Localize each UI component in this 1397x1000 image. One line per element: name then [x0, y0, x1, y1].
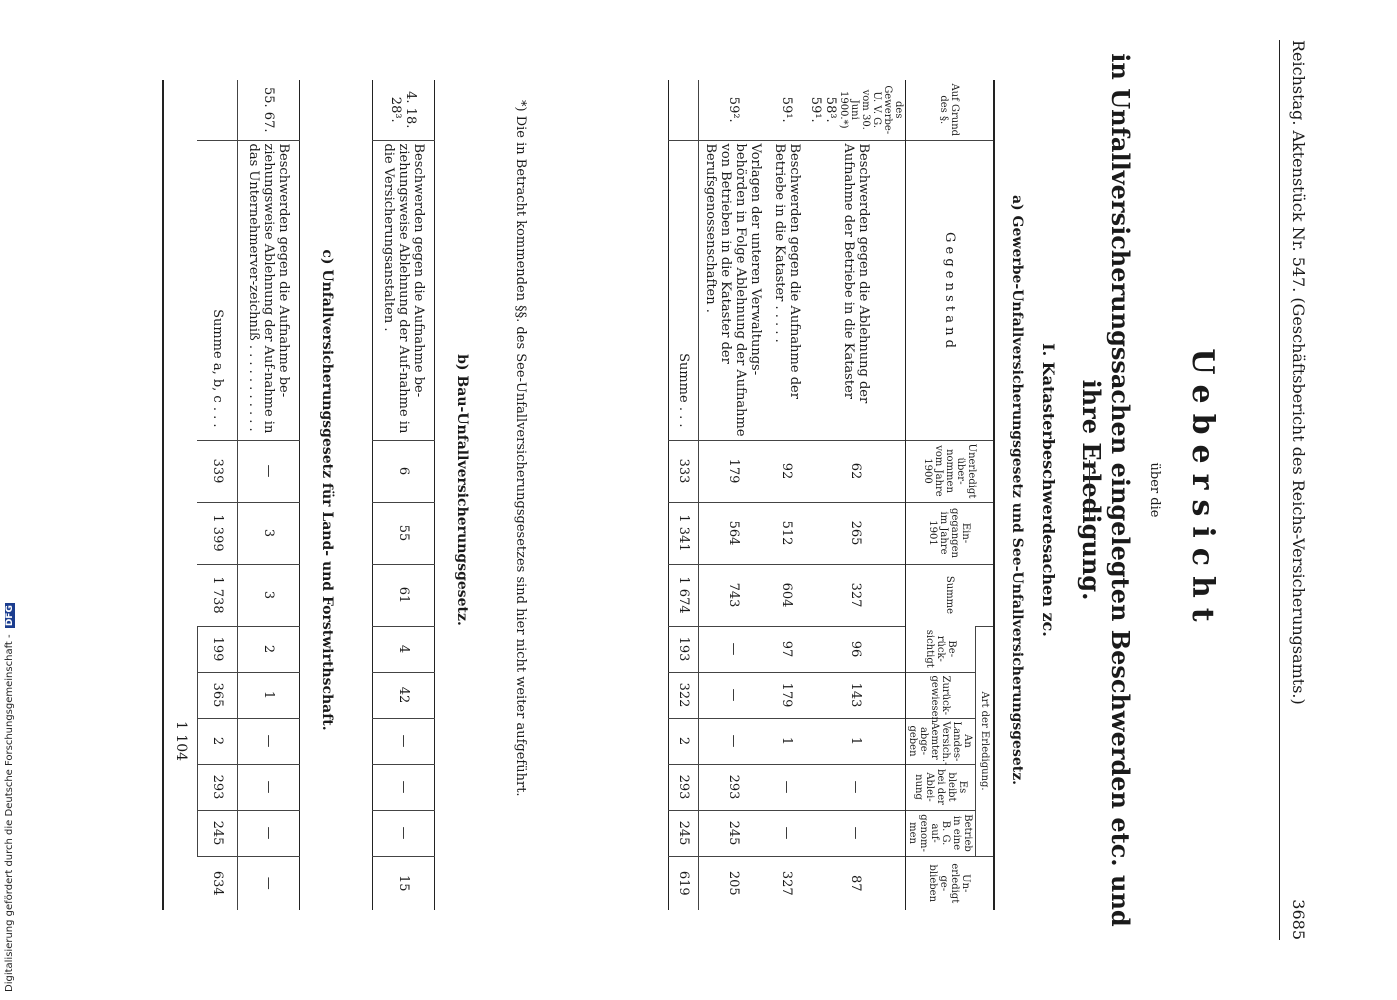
cell-abgegeben: 2 — [669, 718, 699, 764]
section-heading: I. Katasterbeschwerdesachen zc. — [1039, 343, 1058, 637]
subsection-b-heading: b) Bau-Unfallversicherungsgesetz. — [454, 354, 470, 626]
group-total-row — [164, 80, 198, 910]
row-text: Beschwerden gegen die Aufnahme der Betriebe in die Kataster . . . . . — [767, 140, 807, 440]
col-unerledigt: Unerledigt über-nommen vom Jahre 1900 — [906, 440, 995, 502]
cell-zurueckgewiesen: 143 — [807, 672, 906, 718]
table-row — [767, 80, 807, 910]
row-para: 59². — [725, 96, 741, 123]
col-auf-grund: Auf Grund des §. — [906, 80, 995, 140]
cell-unerledigt: 179 — [699, 440, 767, 502]
cell-aufgenommen: — — [373, 810, 435, 856]
row-text: Beschwerden gegen die Ablehnung der Aufnahme der Betriebe in die Kataster — [807, 140, 906, 440]
col-art-der-erledigung: Art der Erledigung. — [976, 626, 995, 856]
cell-summe: 61 — [373, 564, 435, 626]
row-text: Beschwerden gegen die Aufnahme be-ziehungsweise Ablehnung der Auf-nahme in die Versicherungsanstalten . — [373, 140, 435, 440]
cell-unerledigt: — — [238, 440, 300, 502]
dfg-logo: DFG — [5, 605, 15, 627]
cell-bleibt: — — [373, 764, 435, 810]
rotated-page — [10, 40, 1320, 940]
footnote: *) Die in Betracht kommenden §§. des See-Unfallversicherungsgesetzes sind hier nicht weiter aufgeführt. — [513, 100, 528, 797]
cell-eingegangen: 3 — [238, 502, 300, 564]
col-abgegeben: An Landes-Versich.-Aemter abge-geben — [906, 718, 976, 764]
cell-unerledigt: 62 — [807, 440, 906, 502]
cell-aufgenommen: — — [767, 810, 807, 856]
cell-summe: 327 — [807, 564, 906, 626]
subsection-c-heading: c) Unfallversicherungsgesetz für Land- und Forstwirthschaft. — [319, 249, 335, 731]
sum-label: Summe . . . — [669, 140, 699, 440]
table-row — [699, 80, 767, 910]
row-text: Beschwerden gegen die Aufnahme be-ziehungsweise Ablehnung der Auf-nahme in das Unternehmerver-zeichniß . . . . . . . . . . . — [238, 140, 300, 440]
cell-beruecksichtigt: 96 — [807, 626, 906, 672]
cell-zurueckgewiesen: 1 — [238, 672, 300, 718]
cell-beruecksichtigt: — — [699, 626, 767, 672]
col-eingegangen: Ein-gegangen im Jahre 1901 — [906, 502, 995, 564]
row-para: 59¹. — [779, 96, 795, 123]
cell-unerledigt-geblieben: 619 — [669, 856, 699, 910]
cell-eingegangen: 564 — [699, 502, 767, 564]
cell-aufgenommen: 245 — [669, 810, 699, 856]
col-unerledigt-geblieben: Un-erledigt ge-blieben — [906, 856, 995, 910]
cell-aufgenommen: — — [238, 810, 300, 856]
col-summe: Summe — [906, 564, 995, 626]
cell-bleibt: — — [767, 764, 807, 810]
cell-unerledigt-geblieben: 634 — [198, 856, 238, 910]
digitization-note: Digitalisierung gefördert durch die Deutsche Forschungsgemeinschaft - — [4, 634, 15, 992]
cell-beruecksichtigt: 97 — [767, 626, 807, 672]
cell-unerledigt-geblieben: 205 — [699, 856, 767, 910]
group-total: 1 104 — [164, 626, 198, 856]
page-number: 3685 — [1289, 899, 1308, 940]
cell-abgegeben: — — [373, 718, 435, 764]
table-b — [372, 80, 435, 910]
cell-bleibt: — — [238, 764, 300, 810]
cell-beruecksichtigt: 2 — [238, 626, 300, 672]
main-table — [669, 80, 996, 910]
row-para: 58³. 59¹. — [808, 96, 838, 123]
col-gegenstand: G e g e n s t a n d — [906, 140, 995, 440]
cell-zurueckgewiesen: 322 — [669, 672, 699, 718]
title-divider — [1089, 460, 1090, 520]
cell-unerledigt: 333 — [669, 440, 699, 502]
cell-bleibt: 293 — [699, 764, 767, 810]
col-bleibt: Es bleibt bei der Ablei-nung — [906, 764, 976, 810]
cell-unerledigt-geblieben: 327 — [767, 856, 807, 910]
title-sub: über die — [1147, 462, 1162, 518]
table-c — [163, 80, 301, 910]
col-aufgenommen: Betrieb in eine B. G. auf-genom-men — [906, 810, 976, 856]
cell-zurueckgewiesen: — — [699, 672, 767, 718]
gewerbe-note: des Gewerbe-U. V. G. vom 30. Juni 1900.*) — [838, 85, 904, 135]
cell-abgegeben: 1 — [807, 718, 906, 764]
cell-eingegangen: 1 399 — [198, 502, 238, 564]
cell-summe: 3 — [238, 564, 300, 626]
cell-bleibt: — — [807, 764, 906, 810]
cell-eingegangen: 265 — [807, 502, 906, 564]
title-line: in Unfallversicherungssachen eingelegten Beschwerden etc. und ihre Erledigung. — [1077, 53, 1135, 927]
cell-beruecksichtigt: 199 — [198, 626, 238, 672]
row-para: 55. 67. — [261, 87, 276, 133]
cell-summe: 1 674 — [669, 564, 699, 626]
cell-beruecksichtigt: 4 — [373, 626, 435, 672]
cell-bleibt: 293 — [669, 764, 699, 810]
sum-label: Summe a, b, c . . . — [198, 140, 238, 440]
cell-unerledigt: 6 — [373, 440, 435, 502]
cell-unerledigt-geblieben: 87 — [807, 856, 906, 910]
cell-unerledigt-geblieben: — — [238, 856, 300, 910]
cell-summe: 1 738 — [198, 564, 238, 626]
cell-unerledigt-geblieben: 15 — [373, 856, 435, 910]
subsection-a-heading: a) Gewerbe-Unfallversicherungsgesetz und See-Unfallversicherungsgesetz. — [1009, 194, 1025, 786]
document-title: Uebersicht — [1185, 348, 1220, 632]
cell-eingegangen: 55 — [373, 502, 435, 564]
cell-beruecksichtigt: 193 — [669, 626, 699, 672]
cell-abgegeben: 2 — [198, 718, 238, 764]
cell-zurueckgewiesen: 365 — [198, 672, 238, 718]
cell-bleibt: 293 — [198, 764, 238, 810]
sum-row-a — [669, 80, 699, 910]
cell-zurueckgewiesen: 42 — [373, 672, 435, 718]
row-text: Vorlagen der unteren Verwaltungs-behörden in Folge Ablehnung der Aufnahme von Betrieben in die Kataster der Berufsgenossenschaften . — [699, 140, 767, 440]
cell-summe: 743 — [699, 564, 767, 626]
table-row — [807, 80, 906, 910]
cell-unerledigt: 92 — [767, 440, 807, 502]
cell-abgegeben: — — [699, 718, 767, 764]
row-para: 4. 18. 28³. — [388, 91, 419, 129]
cell-abgegeben: 1 — [767, 718, 807, 764]
cell-aufgenommen: 245 — [699, 810, 767, 856]
col-zurueckgewiesen: Zurück-gewiesen — [906, 672, 976, 718]
page-header — [1279, 40, 1310, 940]
cell-abgegeben: — — [238, 718, 300, 764]
sum-row-total — [198, 80, 238, 910]
cell-eingegangen: 512 — [767, 502, 807, 564]
cell-aufgenommen: — — [807, 810, 906, 856]
cell-summe: 604 — [767, 564, 807, 626]
cell-unerledigt: 339 — [198, 440, 238, 502]
cell-eingegangen: 1 341 — [669, 502, 699, 564]
col-beruecksichtigt: Be-rück-sichtigt — [906, 626, 976, 672]
table-row — [238, 80, 300, 910]
cell-aufgenommen: 245 — [198, 810, 238, 856]
digitization-sidebar — [4, 522, 18, 992]
header-title: Reichstag. Aktenstück Nr. 547. (Geschäftsbericht des Reichs-Versicherungsamts.) — [1289, 40, 1308, 705]
cell-zurueckgewiesen: 179 — [767, 672, 807, 718]
table-row — [373, 80, 435, 910]
